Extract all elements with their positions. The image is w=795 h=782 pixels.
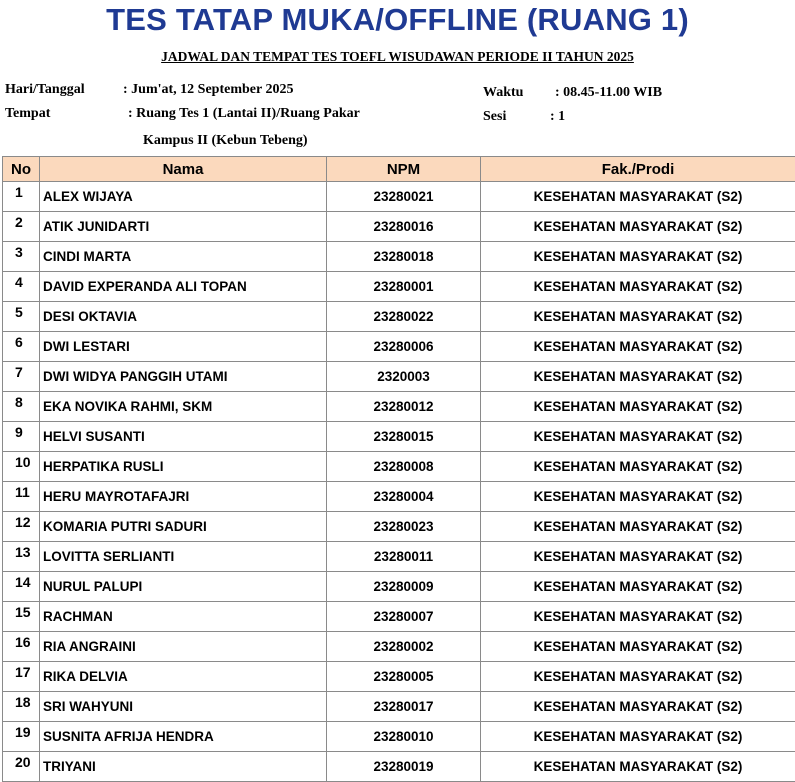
cell-fak: KESEHATAN MASYARAKAT (S2) xyxy=(481,632,795,662)
table-row xyxy=(3,662,795,692)
cell-no: 9 xyxy=(3,422,40,452)
cell-fak: KESEHATAN MASYARAKAT (S2) xyxy=(481,692,795,722)
cell-no: 13 xyxy=(3,542,40,572)
cell-fak: KESEHATAN MASYARAKAT (S2) xyxy=(481,212,795,242)
cell-nama: KOMARIA PUTRI SADURI xyxy=(40,512,327,542)
cell-npm: 23280017 xyxy=(327,692,481,722)
table-row xyxy=(3,752,795,782)
cell-no: 18 xyxy=(3,692,40,722)
tempat-value-line2: Kampus II (Kebun Tebeng) xyxy=(143,133,308,149)
table-row xyxy=(3,692,795,722)
cell-nama: SUSNITA AFRIJA HENDRA xyxy=(40,722,327,752)
cell-fak: KESEHATAN MASYARAKAT (S2) xyxy=(481,542,795,572)
sesi-value: : 1 xyxy=(550,109,565,125)
cell-fak: KESEHATAN MASYARAKAT (S2) xyxy=(481,482,795,512)
table-row xyxy=(3,722,795,752)
cell-nama: DWI LESTARI xyxy=(40,332,327,362)
cell-fak: KESEHATAN MASYARAKAT (S2) xyxy=(481,302,795,332)
cell-no: 14 xyxy=(3,572,40,602)
table-row xyxy=(3,242,795,272)
cell-no: 2 xyxy=(3,212,40,242)
cell-npm: 23280019 xyxy=(327,752,481,782)
cell-fak: KESEHATAN MASYARAKAT (S2) xyxy=(481,242,795,272)
cell-no: 16 xyxy=(3,632,40,662)
table-row xyxy=(3,302,795,332)
header-nama: Nama xyxy=(40,157,327,182)
cell-npm: 23280012 xyxy=(327,392,481,422)
cell-no: 19 xyxy=(3,722,40,752)
cell-nama: RACHMAN xyxy=(40,602,327,632)
cell-nama: EKA NOVIKA RAHMI, SKM xyxy=(40,392,327,422)
table-row xyxy=(3,482,795,512)
cell-fak: KESEHATAN MASYARAKAT (S2) xyxy=(481,332,795,362)
cell-fak: KESEHATAN MASYARAKAT (S2) xyxy=(481,182,795,212)
cell-fak: KESEHATAN MASYARAKAT (S2) xyxy=(481,452,795,482)
table-row xyxy=(3,392,795,422)
waktu-label: Waktu xyxy=(483,85,523,101)
table-row xyxy=(3,272,795,302)
cell-npm: 23280006 xyxy=(327,332,481,362)
table-row xyxy=(3,212,795,242)
cell-no: 11 xyxy=(3,482,40,512)
cell-fak: KESEHATAN MASYARAKAT (S2) xyxy=(481,572,795,602)
page-subtitle xyxy=(0,49,795,65)
sesi-label: Sesi xyxy=(483,109,506,125)
cell-npm: 23280023 xyxy=(327,512,481,542)
table-row xyxy=(3,422,795,452)
cell-nama: LOVITTA SERLIANTI xyxy=(40,542,327,572)
table-row xyxy=(3,542,795,572)
waktu-value: : 08.45-11.00 WIB xyxy=(555,85,662,101)
cell-npm: 23280016 xyxy=(327,212,481,242)
cell-no: 20 xyxy=(3,752,40,782)
header-no: No xyxy=(3,157,40,182)
table-row xyxy=(3,362,795,392)
cell-fak: KESEHATAN MASYARAKAT (S2) xyxy=(481,392,795,422)
cell-nama: ATIK JUNIDARTI xyxy=(40,212,327,242)
cell-fak: KESEHATAN MASYARAKAT (S2) xyxy=(481,272,795,302)
cell-nama: RIA ANGRAINI xyxy=(40,632,327,662)
cell-no: 1 xyxy=(3,182,40,212)
cell-no: 6 xyxy=(3,332,40,362)
page-title: TES TATAP MUKA/OFFLINE (RUANG 1) xyxy=(0,2,795,38)
cell-npm: 23280004 xyxy=(327,482,481,512)
table-row xyxy=(3,452,795,482)
cell-fak: KESEHATAN MASYARAKAT (S2) xyxy=(481,662,795,692)
cell-nama: TRIYANI xyxy=(40,752,327,782)
cell-no: 3 xyxy=(3,242,40,272)
cell-nama: RIKA DELVIA xyxy=(40,662,327,692)
cell-nama: DWI WIDYA PANGGIH UTAMI xyxy=(40,362,327,392)
cell-no: 7 xyxy=(3,362,40,392)
cell-npm: 23280005 xyxy=(327,662,481,692)
cell-no: 15 xyxy=(3,602,40,632)
cell-nama: DESI OKTAVIA xyxy=(40,302,327,332)
cell-no: 17 xyxy=(3,662,40,692)
cell-npm: 23280010 xyxy=(327,722,481,752)
table-header-row xyxy=(3,157,795,182)
header-fak-prodi: Fak./Prodi xyxy=(481,157,795,182)
cell-npm: 23280009 xyxy=(327,572,481,602)
cell-no: 4 xyxy=(3,272,40,302)
cell-npm: 23280001 xyxy=(327,272,481,302)
cell-nama: HERU MAYROTAFAJRI xyxy=(40,482,327,512)
participant-table xyxy=(2,156,795,782)
cell-nama: ALEX WIJAYA xyxy=(40,182,327,212)
table-body xyxy=(3,182,795,782)
cell-fak: KESEHATAN MASYARAKAT (S2) xyxy=(481,722,795,752)
cell-npm: 23280007 xyxy=(327,602,481,632)
cell-no: 8 xyxy=(3,392,40,422)
cell-fak: KESEHATAN MASYARAKAT (S2) xyxy=(481,512,795,542)
cell-npm: 23280018 xyxy=(327,242,481,272)
cell-npm: 23280015 xyxy=(327,422,481,452)
cell-npm: 23280022 xyxy=(327,302,481,332)
hari-value: : Jum'at, 12 September 2025 xyxy=(123,82,293,98)
cell-no: 5 xyxy=(3,302,40,332)
cell-no: 12 xyxy=(3,512,40,542)
table-row xyxy=(3,572,795,602)
cell-nama: SRI WAHYUNI xyxy=(40,692,327,722)
tempat-value: : Ruang Tes 1 (Lantai II)/Ruang Pakar xyxy=(128,106,360,122)
table-row xyxy=(3,632,795,662)
cell-fak: KESEHATAN MASYARAKAT (S2) xyxy=(481,362,795,392)
cell-fak: KESEHATAN MASYARAKAT (S2) xyxy=(481,602,795,632)
tempat-label: Tempat xyxy=(5,106,50,122)
cell-npm: 23280008 xyxy=(327,452,481,482)
cell-fak: KESEHATAN MASYARAKAT (S2) xyxy=(481,752,795,782)
cell-npm: 23280021 xyxy=(327,182,481,212)
table-row xyxy=(3,602,795,632)
hari-label: Hari/Tanggal xyxy=(5,82,85,98)
cell-nama: NURUL PALUPI xyxy=(40,572,327,602)
table-row xyxy=(3,332,795,362)
cell-fak: KESEHATAN MASYARAKAT (S2) xyxy=(481,422,795,452)
cell-npm: 23280002 xyxy=(327,632,481,662)
table-row xyxy=(3,182,795,212)
cell-npm: 23280011 xyxy=(327,542,481,572)
cell-nama: CINDI MARTA xyxy=(40,242,327,272)
header-npm: NPM xyxy=(327,157,481,182)
table-row xyxy=(3,512,795,542)
subtitle-text: JADWAL DAN TEMPAT TES TOEFL WISUDAWAN PERIODE II TAHUN 2025 xyxy=(161,49,634,64)
cell-nama: DAVID EXPERANDA ALI TOPAN xyxy=(40,272,327,302)
cell-nama: HERPATIKA RUSLI xyxy=(40,452,327,482)
cell-npm: 2320003 xyxy=(327,362,481,392)
cell-nama: HELVI SUSANTI xyxy=(40,422,327,452)
cell-no: 10 xyxy=(3,452,40,482)
